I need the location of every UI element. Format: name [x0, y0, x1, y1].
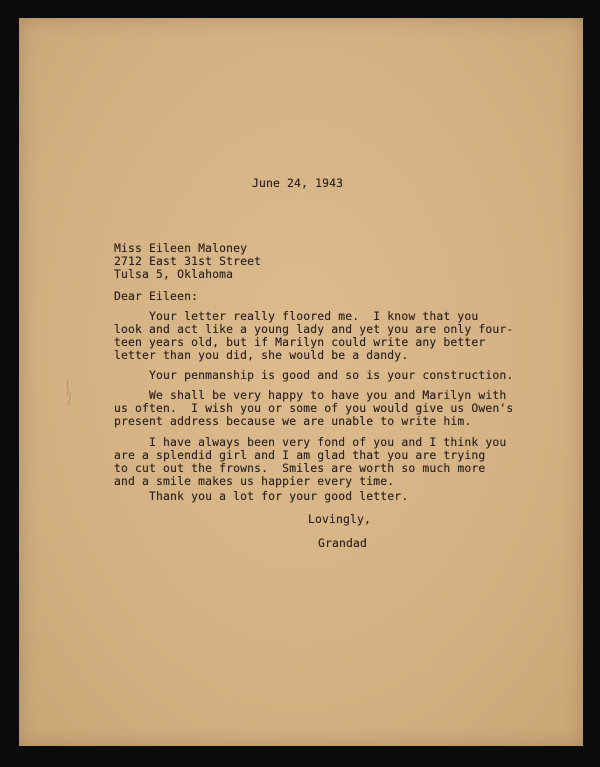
- signature: Grandad: [318, 536, 368, 550]
- closing: Lovingly,: [308, 512, 372, 526]
- recipient-address: [114, 242, 261, 281]
- paragraph-1: Your letter really floored me. I know that you look and act like a young lady and yet you are only four- teen years old, but if Marilyn could write any better letter than you did, she would be a dandy.: [114, 309, 514, 362]
- paragraph-4: I have always been very fond of you and I think you are a splendid girl and I am glad that you are trying to cut out the frowns. Smiles are worth so much more and a smile makes us happier every time.: [114, 435, 507, 488]
- paragraph-2: Your penmanship is good and so is your construction.: [114, 368, 514, 382]
- letter-date: June 24, 1943: [252, 176, 344, 190]
- pencil-mark: [65, 378, 73, 408]
- salutation: Dear Eileen:: [114, 289, 199, 303]
- paragraph-5: Thank you a lot for your good letter.: [114, 489, 409, 503]
- letter-page: [19, 18, 583, 746]
- recipient-street: 2712 East 31st Street: [114, 254, 262, 268]
- recipient-name: Miss Eileen Maloney: [114, 241, 248, 255]
- paragraph-3: We shall be very happy to have you and Marilyn with us often. I wish you or some of you would give us Owen's present address because we are unable to write him.: [114, 388, 514, 428]
- recipient-city: Tulsa 5, Oklahoma: [114, 267, 234, 281]
